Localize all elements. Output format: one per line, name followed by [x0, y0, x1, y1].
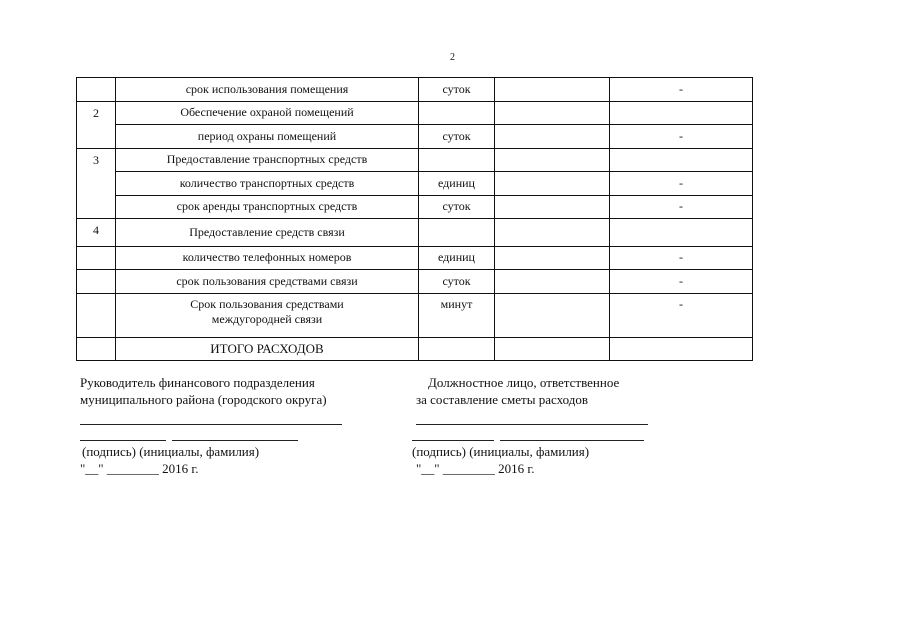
- unit-cell: суток: [419, 195, 495, 219]
- value-cell: [610, 148, 753, 172]
- table-row: [77, 246, 753, 270]
- table-row: [77, 219, 753, 247]
- right-date-line: "__" ________ 2016 г.: [416, 461, 535, 476]
- row-number-cell: [77, 246, 116, 270]
- table-row: [77, 270, 753, 294]
- item-name-cell: [116, 293, 419, 337]
- item-name-cell: количество транспортных средств: [116, 172, 419, 196]
- table-row: [77, 148, 753, 172]
- left-signature-line: [80, 424, 342, 425]
- item-name-cell: количество телефонных номеров: [116, 246, 419, 270]
- unit-cell: [419, 101, 495, 125]
- right-signatory-title-line2: за составление сметы расходов: [416, 392, 588, 407]
- unit-cell: минут: [419, 293, 495, 337]
- row-number-cell: 4: [77, 219, 116, 247]
- value-cell: [495, 78, 610, 102]
- table-row: [77, 78, 753, 102]
- row-number-cell: 2: [77, 101, 116, 148]
- value-cell: -: [610, 270, 753, 294]
- value-cell: [495, 337, 610, 361]
- item-name-cell: Обеспечение охраной помещений: [116, 101, 419, 125]
- value-cell: -: [610, 246, 753, 270]
- item-name-line: междугородней связи: [211, 311, 323, 326]
- right-signature-line: [416, 424, 648, 425]
- item-name-cell: Предоставление средств связи: [116, 219, 419, 247]
- unit-cell: суток: [419, 270, 495, 294]
- table-row: [77, 172, 753, 196]
- value-cell: -: [610, 78, 753, 102]
- value-cell: [495, 125, 610, 149]
- value-cell: -: [610, 125, 753, 149]
- value-cell: [495, 172, 610, 196]
- left-initials-field: [172, 440, 298, 441]
- total-label-cell: ИТОГО РАСХОДОВ: [116, 337, 419, 361]
- value-cell: -: [610, 172, 753, 196]
- value-cell: [495, 219, 610, 247]
- value-cell: [610, 101, 753, 125]
- unit-cell: единиц: [419, 172, 495, 196]
- value-cell: [495, 195, 610, 219]
- unit-cell: [419, 337, 495, 361]
- row-number-cell: 3: [77, 148, 116, 219]
- row-number-cell: [77, 293, 116, 337]
- table-row: [77, 293, 753, 337]
- table-row: [77, 125, 753, 149]
- page-number: 2: [450, 52, 455, 63]
- unit-cell: единиц: [419, 246, 495, 270]
- item-name-cell: срок использования помещения: [116, 78, 419, 102]
- table-row: [77, 195, 753, 219]
- unit-cell: суток: [419, 125, 495, 149]
- value-cell: [495, 270, 610, 294]
- unit-cell: суток: [419, 78, 495, 102]
- left-date-line: "__" ________ 2016 г.: [80, 461, 199, 476]
- unit-cell: [419, 219, 495, 247]
- item-name-line: Срок пользования средствами: [190, 296, 344, 311]
- item-name-cell: период охраны помещений: [116, 125, 419, 149]
- total-row: [77, 337, 753, 361]
- left-signatory-title-line2: муниципального района (городского округа): [80, 392, 327, 407]
- value-cell: [610, 337, 753, 361]
- value-cell: -: [610, 293, 753, 337]
- row-number-cell: [77, 337, 116, 361]
- value-cell: [495, 246, 610, 270]
- unit-cell: [419, 148, 495, 172]
- left-signatory-title-line1: Руководитель финансового подразделения: [80, 375, 315, 390]
- item-name-cell: Предоставление транспортных средств: [116, 148, 419, 172]
- row-number-cell: [77, 270, 116, 294]
- row-number-cell: [77, 78, 116, 102]
- right-signature-field: [412, 440, 494, 441]
- item-name-cell: срок пользования средствами связи: [116, 270, 419, 294]
- item-name-cell: срок аренды транспортных средств: [116, 195, 419, 219]
- value-cell: -: [610, 195, 753, 219]
- left-signature-field: [80, 440, 166, 441]
- table-row: [77, 101, 753, 125]
- value-cell: [495, 148, 610, 172]
- value-cell: [495, 293, 610, 337]
- value-cell: [610, 219, 753, 247]
- expense-estimate-table: [76, 77, 753, 361]
- right-initials-field: [500, 440, 644, 441]
- value-cell: [495, 101, 610, 125]
- right-signature-caption: (подпись) (инициалы, фамилия): [412, 444, 590, 459]
- left-signature-caption: (подпись) (инициалы, фамилия): [82, 444, 260, 459]
- right-signatory-title-line1: Должностное лицо, ответственное: [428, 375, 620, 390]
